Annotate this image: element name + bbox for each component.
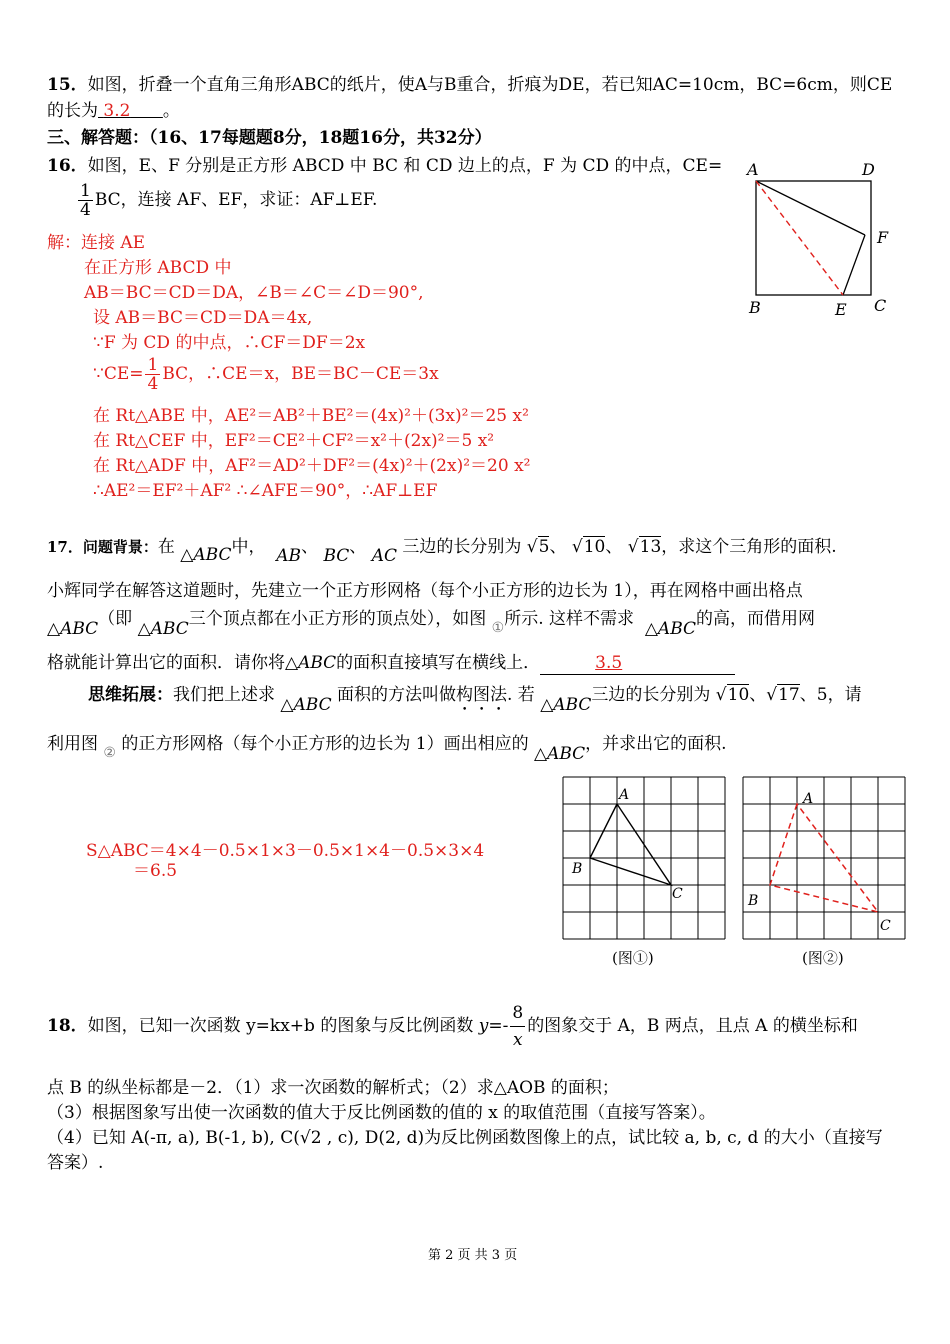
q18-line1: 18．如图，已知一次函数 y=kx+b 的图象与反比例函数 y=- $\frac{8}{x}$ 的图象交于 A，B 两点，且点 A 的横坐标和: [47, 1000, 858, 1053]
label-c: C: [874, 296, 887, 315]
q16-line2: [76, 182, 377, 219]
q17-number: 17．: [47, 538, 83, 556]
segment-fe: [843, 235, 865, 295]
q17-answer: 3.5: [595, 653, 623, 673]
page-footer: 第 2 页 共 3 页: [428, 1248, 518, 1263]
q17-area-line2: ＝6.5: [133, 861, 178, 881]
q16-sol-line-frac: ∵CE= $\frac{1}{4}$ BC，∴CE＝x，BE＝BC－CE＝3x: [93, 355, 439, 394]
q16-sol-line: 在 Rt△CEF 中，EF²＝CE²＋CF²＝x²＋(2x)²＝5 x²: [93, 431, 495, 451]
q16-number: 16．: [47, 156, 88, 176]
q16-sol-line: 设 AB＝BC＝CD＝DA＝4x,: [93, 308, 313, 328]
q16-sol-line: 解：连接 AE: [47, 233, 146, 253]
label-b: B: [748, 893, 759, 909]
q17-label: 问题背景：: [82, 538, 158, 556]
q18-line4: （4）已知 A(-π, a), B(-1, b), C(√2 , c), D(2, d)为反比例函数图像上的点，试比较 a, b, c, d 的大小（直接写: [47, 1128, 883, 1148]
label-f: F: [877, 228, 889, 247]
q15-number: 15．: [47, 75, 88, 95]
q17-ext-label: 思维拓展：: [88, 685, 173, 705]
q17-line4: 格就能计算出它的面积．请你将△ABC的面积直接填写在横线上． 3.5: [47, 652, 735, 675]
q17-area-line1: S△ABC＝4×4－0.5×1×3－0.5×1×4－0.5×3×4: [86, 841, 485, 861]
q18-line3: （3）根据图象写出使一次函数的值大于反比例函数的值的 x 的取值范围（直接写答案）。: [47, 1103, 716, 1123]
fig1-caption: (图①): [612, 949, 654, 967]
q16-text1: 如图，E、F 分别是正方形 ABCD 中 BC 和 CD 边上的点，F 为 CD 的中点，CE=: [87, 156, 723, 176]
q18-number: 18．: [47, 1016, 88, 1036]
q17-line2: 小辉同学在解答这道题时，先建立一个正方形网格（每个小正方形的边长为 1），再在网格中画出格点: [47, 581, 803, 601]
q16-text2: BC，连接 AF、EF，求证：AF⊥EF.: [94, 190, 378, 210]
q16-line1: [47, 155, 722, 177]
q15-line1: [47, 74, 892, 96]
q15-line2: [47, 100, 180, 122]
q16-square-figure: [740, 155, 900, 325]
q18-line5: 答案）.: [47, 1153, 104, 1173]
q15-answer: 3.2: [103, 101, 131, 121]
q15-text1: 如图，折叠一个直角三角形ABC的纸片，使A与B重合，折痕为DE，若已知AC=10cm，BC=6cm，则CE: [87, 75, 893, 95]
triangle-abc-1: [590, 804, 671, 885]
segment-ae-dashed: [756, 181, 843, 295]
fig2-caption: (图②): [802, 949, 844, 967]
label-e: E: [835, 300, 847, 319]
label-a: A: [747, 160, 759, 179]
label-a: A: [619, 787, 630, 803]
label-d: D: [862, 160, 875, 179]
label-a: A: [803, 791, 814, 807]
q17-line3: △ABC（即 △ABC三个顶点都在小正方形的顶点处），如图 $_①$所示. 这样不需求 △ABC的高，而借用网: [47, 609, 816, 639]
grid-1: [563, 777, 725, 939]
grid-2: [743, 777, 905, 939]
square-abcd: [756, 181, 871, 295]
q15-end: 。: [162, 101, 180, 121]
q17-grid-figure-1: [560, 774, 730, 944]
q16-sol-line: 在 Rt△ADF 中，AF²＝AD²＋DF²＝(4x)²＋(2x)²＝20 x²: [93, 456, 531, 476]
label-b: B: [572, 861, 583, 877]
section3-title: 三、解答题：（16、17每题题8分，18题16分，共32分）: [47, 128, 492, 148]
q17-line6: 利用图 $_②$ 的正方形网格（每个小正方形的边长为 1）画出相应的 △ABC，并求出它的面积.: [47, 734, 727, 764]
label-b: B: [749, 298, 761, 317]
q18-line2: 点 B 的纵坐标都是－2．（1）求一次函数的解析式；（2）求△AOB 的面积；: [47, 1078, 619, 1098]
q16-fraction: $\frac{1}{4}$: [80, 181, 91, 220]
segment-af: [756, 181, 865, 235]
q17-line5: 思维拓展：我们把上述求 △ABC 面积的方法叫做构图法. 若 △ABC三边的长分别为 √10、√17、5，请: [88, 685, 862, 715]
label-c: C: [672, 886, 683, 902]
q15-text2: 的长为: [47, 101, 98, 121]
q16-sol-line: AB＝BC＝CD＝DA，∠B＝∠C＝∠D＝90°,: [84, 283, 424, 303]
q16-sol-line: 在 Rt△ABE 中，AE²＝AB²＋BE²＝(4x)²＋(3x)²＝25 x²: [93, 406, 529, 426]
q16-sol-line: ∴AE²＝EF²＋AF² ∴∠AFE＝90°，∴AF⊥EF: [93, 481, 438, 501]
q17-grid-figure-2: [740, 774, 910, 944]
q17-line1: 17．问题背景：在 △ABC中， AB、 BC、 AC 三边的长分别为 √5、 √10、 √13，求这个三角形的面积.: [47, 537, 837, 566]
q16-sol-line: 在正方形 ABCD 中: [84, 258, 232, 278]
q16-sol-line: ∵F 为 CD 的中点，∴CF＝DF＝2x: [93, 333, 366, 353]
label-c: C: [880, 918, 891, 934]
